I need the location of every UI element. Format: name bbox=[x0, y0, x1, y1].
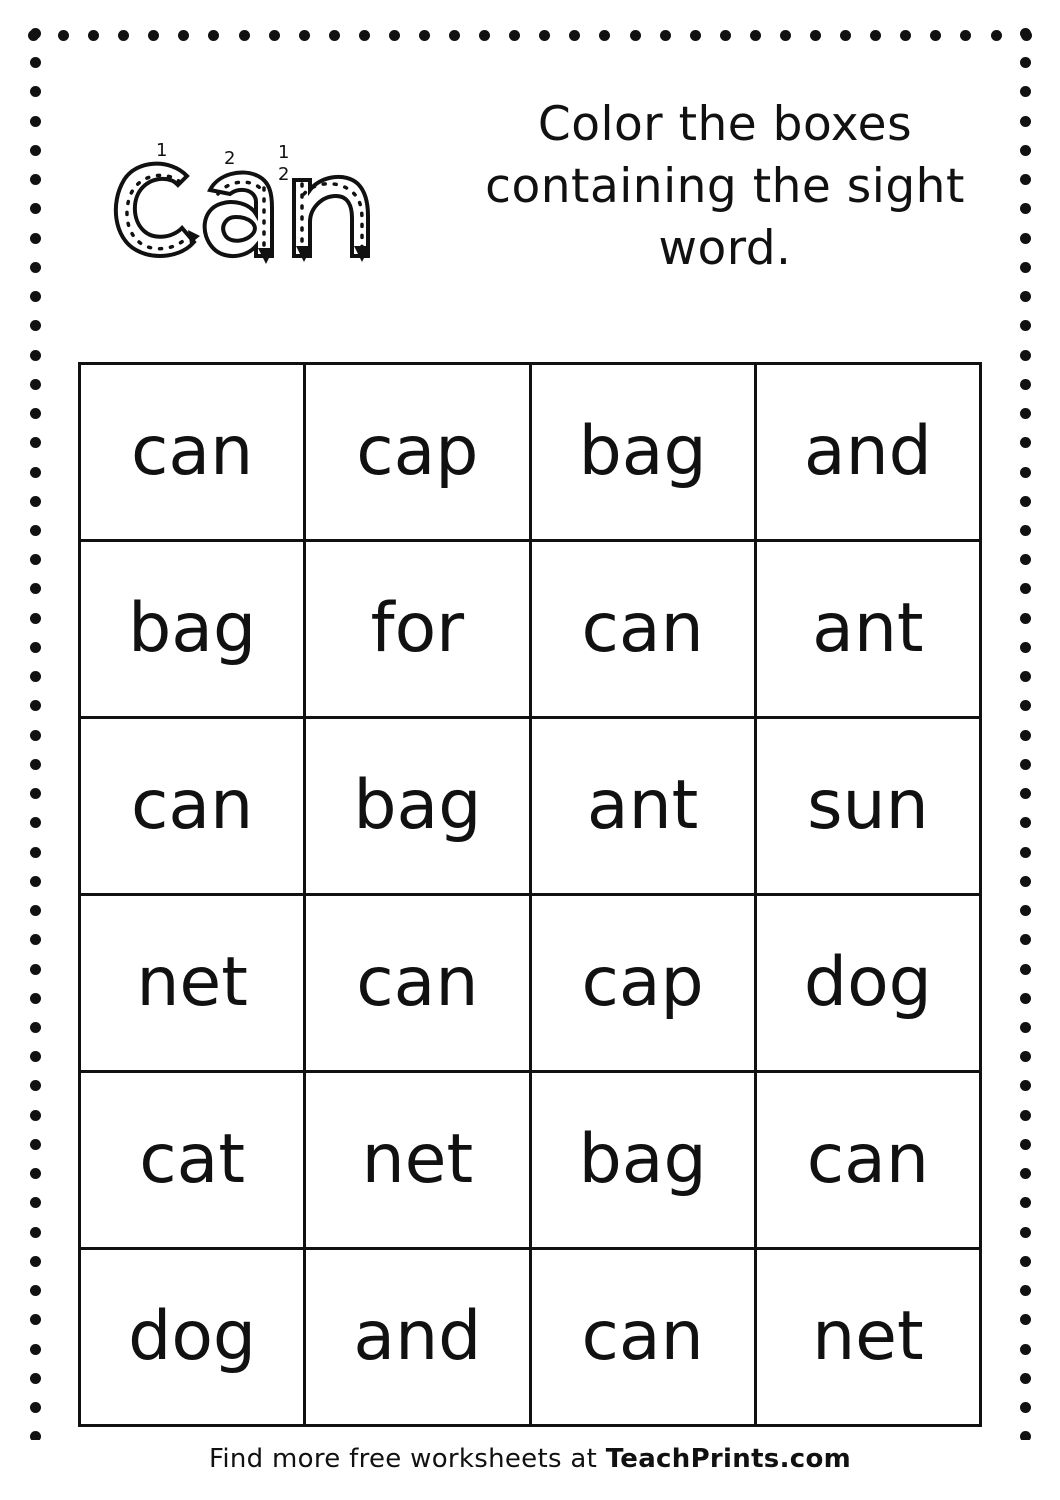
border-dot bbox=[30, 1256, 41, 1267]
border-dot bbox=[1020, 613, 1031, 624]
border-dot bbox=[30, 1285, 41, 1296]
border-dot bbox=[30, 262, 41, 273]
border-dot bbox=[1020, 1051, 1031, 1062]
word-cell[interactable]: can bbox=[530, 541, 755, 718]
border-dot bbox=[1020, 1139, 1031, 1150]
trace-word-can-svg bbox=[90, 118, 450, 283]
table-row bbox=[80, 1072, 981, 1249]
word-cell[interactable]: cap bbox=[305, 364, 530, 541]
border-dot bbox=[30, 1139, 41, 1150]
border-dot bbox=[30, 730, 41, 741]
border-dot bbox=[1020, 525, 1031, 536]
border-dot bbox=[30, 57, 41, 68]
border-dot bbox=[30, 1022, 41, 1033]
border-dot bbox=[1020, 86, 1031, 97]
border-dot bbox=[870, 30, 881, 41]
border-dot bbox=[1020, 437, 1031, 448]
border-dot bbox=[389, 30, 400, 41]
border-dot bbox=[299, 30, 310, 41]
border-dot bbox=[30, 203, 41, 214]
border-dot bbox=[1020, 203, 1031, 214]
border-dot bbox=[1020, 1227, 1031, 1238]
border-dot bbox=[1020, 1168, 1031, 1179]
border-dot bbox=[690, 30, 701, 41]
border-dot bbox=[1020, 993, 1031, 1004]
border-dot bbox=[991, 30, 1002, 41]
word-cell[interactable]: can bbox=[530, 1249, 755, 1426]
border-dot bbox=[30, 1227, 41, 1238]
border-dot bbox=[810, 30, 821, 41]
border-dot bbox=[840, 30, 851, 41]
border-dot bbox=[30, 525, 41, 536]
border-dot bbox=[239, 30, 250, 41]
table-row bbox=[80, 364, 981, 541]
border-dot bbox=[30, 408, 41, 419]
border-dot bbox=[359, 30, 370, 41]
border-dot bbox=[30, 934, 41, 945]
border-dot bbox=[30, 817, 41, 828]
border-dot bbox=[1020, 817, 1031, 828]
border-dot bbox=[30, 1344, 41, 1355]
border-dot bbox=[1020, 730, 1031, 741]
border-dot bbox=[1020, 934, 1031, 945]
border-dot bbox=[1020, 320, 1031, 331]
word-cell[interactable]: bag bbox=[80, 541, 305, 718]
border-dot bbox=[30, 759, 41, 770]
stroke-number-3: 1 bbox=[278, 142, 290, 163]
border-dot bbox=[1020, 1314, 1031, 1325]
footer-text: Find more free worksheets at bbox=[208, 1444, 606, 1474]
table-row bbox=[80, 895, 981, 1072]
table-row bbox=[80, 1249, 981, 1426]
border-dot bbox=[720, 30, 731, 41]
worksheet-header bbox=[70, 78, 990, 308]
border-dot bbox=[1020, 788, 1031, 799]
border-dots-left bbox=[28, 28, 42, 1472]
border-dots-top bbox=[28, 28, 1032, 42]
word-cell[interactable]: net bbox=[80, 895, 305, 1072]
border-dot bbox=[1020, 1110, 1031, 1121]
border-dot bbox=[449, 30, 460, 41]
border-dot bbox=[1020, 700, 1031, 711]
border-dot bbox=[30, 1168, 41, 1179]
border-dot bbox=[30, 145, 41, 156]
border-dot bbox=[208, 30, 219, 41]
instructions-text: Color the boxes containing the sight word. bbox=[485, 97, 965, 277]
border-dot bbox=[1020, 408, 1031, 419]
border-dot bbox=[1020, 554, 1031, 565]
border-dot bbox=[30, 876, 41, 887]
border-dot bbox=[419, 30, 430, 41]
border-dot bbox=[1020, 116, 1031, 127]
border-dot bbox=[30, 496, 41, 507]
border-dot bbox=[178, 30, 189, 41]
border-dot bbox=[30, 174, 41, 185]
word-cell[interactable]: dog bbox=[755, 895, 980, 1072]
border-dot bbox=[30, 788, 41, 799]
word-cell[interactable]: can bbox=[80, 718, 305, 895]
border-dot bbox=[30, 847, 41, 858]
word-grid-container bbox=[78, 362, 982, 1427]
border-dot bbox=[1020, 57, 1031, 68]
border-dot bbox=[30, 613, 41, 624]
border-dot bbox=[930, 30, 941, 41]
stroke-number-2: 2 bbox=[224, 148, 236, 169]
border-dot bbox=[569, 30, 580, 41]
border-dot bbox=[30, 671, 41, 682]
border-dot bbox=[30, 320, 41, 331]
word-cell[interactable]: can bbox=[755, 1072, 980, 1249]
border-dot bbox=[1020, 1344, 1031, 1355]
word-cell[interactable]: bag bbox=[530, 1072, 755, 1249]
border-dot bbox=[539, 30, 550, 41]
table-row bbox=[80, 718, 981, 895]
border-dot bbox=[1020, 145, 1031, 156]
border-dot bbox=[1020, 291, 1031, 302]
border-dot bbox=[960, 30, 971, 41]
border-dot bbox=[630, 30, 641, 41]
word-cell[interactable]: sun bbox=[755, 718, 980, 895]
border-dot bbox=[30, 642, 41, 653]
border-dot bbox=[30, 379, 41, 390]
word-cell[interactable]: cat bbox=[80, 1072, 305, 1249]
word-cell[interactable]: ant bbox=[755, 541, 980, 718]
border-dot bbox=[30, 86, 41, 97]
border-dot bbox=[1020, 1285, 1031, 1296]
word-cell[interactable]: and bbox=[755, 364, 980, 541]
border-dot bbox=[30, 233, 41, 244]
word-cell[interactable]: can bbox=[305, 895, 530, 1072]
footer-brand: TeachPrints.com bbox=[605, 1444, 852, 1474]
word-cell[interactable]: for bbox=[305, 541, 530, 718]
table-row bbox=[80, 541, 981, 718]
border-dot bbox=[1020, 905, 1031, 916]
border-dot bbox=[1020, 467, 1031, 478]
border-dot bbox=[30, 350, 41, 361]
border-dot bbox=[1020, 1373, 1031, 1384]
border-dot bbox=[58, 30, 69, 41]
border-dot bbox=[1020, 642, 1031, 653]
border-dot bbox=[1020, 379, 1031, 390]
stroke-number-1: 1 bbox=[156, 140, 168, 161]
word-cell[interactable]: net bbox=[755, 1249, 980, 1426]
border-dot bbox=[1020, 759, 1031, 770]
border-dot bbox=[1020, 174, 1031, 185]
border-dot bbox=[30, 1051, 41, 1062]
border-dot bbox=[30, 1080, 41, 1091]
border-dot bbox=[750, 30, 761, 41]
word-cell[interactable]: cap bbox=[530, 895, 755, 1072]
border-dot bbox=[30, 28, 41, 39]
border-dot bbox=[1020, 28, 1031, 39]
border-dot bbox=[30, 993, 41, 1004]
border-dot bbox=[329, 30, 340, 41]
border-dot bbox=[1020, 496, 1031, 507]
tracing-word-graphic bbox=[70, 78, 470, 283]
border-dot bbox=[30, 116, 41, 127]
border-dot bbox=[509, 30, 520, 41]
word-cell[interactable]: can bbox=[80, 364, 305, 541]
word-grid bbox=[78, 362, 982, 1427]
border-dot bbox=[1020, 671, 1031, 682]
word-cell[interactable]: ant bbox=[530, 718, 755, 895]
footer bbox=[0, 1440, 1060, 1478]
word-cell[interactable]: bag bbox=[305, 718, 530, 895]
border-dot bbox=[1020, 964, 1031, 975]
border-dot bbox=[30, 583, 41, 594]
border-dot bbox=[30, 1197, 41, 1208]
border-dot bbox=[1020, 1080, 1031, 1091]
border-dot bbox=[269, 30, 280, 41]
word-cell[interactable]: bag bbox=[530, 364, 755, 541]
border-dot bbox=[118, 30, 129, 41]
border-dot bbox=[30, 1314, 41, 1325]
border-dot bbox=[479, 30, 490, 41]
border-dot bbox=[1020, 233, 1031, 244]
stroke-number-4: 2 bbox=[278, 164, 290, 185]
border-dot bbox=[599, 30, 610, 41]
border-dot bbox=[30, 964, 41, 975]
border-dot bbox=[660, 30, 671, 41]
border-dot bbox=[30, 554, 41, 565]
border-dot bbox=[30, 467, 41, 478]
border-dot bbox=[30, 291, 41, 302]
border-dot bbox=[30, 1110, 41, 1121]
border-dot bbox=[88, 30, 99, 41]
border-dot bbox=[780, 30, 791, 41]
border-dot bbox=[30, 905, 41, 916]
border-dot bbox=[1020, 350, 1031, 361]
border-dot bbox=[900, 30, 911, 41]
border-dot bbox=[30, 700, 41, 711]
border-dot bbox=[1020, 847, 1031, 858]
border-dot bbox=[30, 437, 41, 448]
border-dot bbox=[1020, 1022, 1031, 1033]
border-dot bbox=[1020, 262, 1031, 273]
word-cell[interactable]: dog bbox=[80, 1249, 305, 1426]
border-dot bbox=[1020, 583, 1031, 594]
border-dot bbox=[1020, 1256, 1031, 1267]
border-dots-right bbox=[1018, 28, 1032, 1472]
border-dot bbox=[1020, 876, 1031, 887]
border-dot bbox=[1020, 1197, 1031, 1208]
border-dot bbox=[30, 1402, 41, 1413]
border-dot bbox=[1020, 1402, 1031, 1413]
border-dot bbox=[148, 30, 159, 41]
word-cell[interactable]: and bbox=[305, 1249, 530, 1426]
word-cell[interactable]: net bbox=[305, 1072, 530, 1249]
border-dot bbox=[30, 1373, 41, 1384]
